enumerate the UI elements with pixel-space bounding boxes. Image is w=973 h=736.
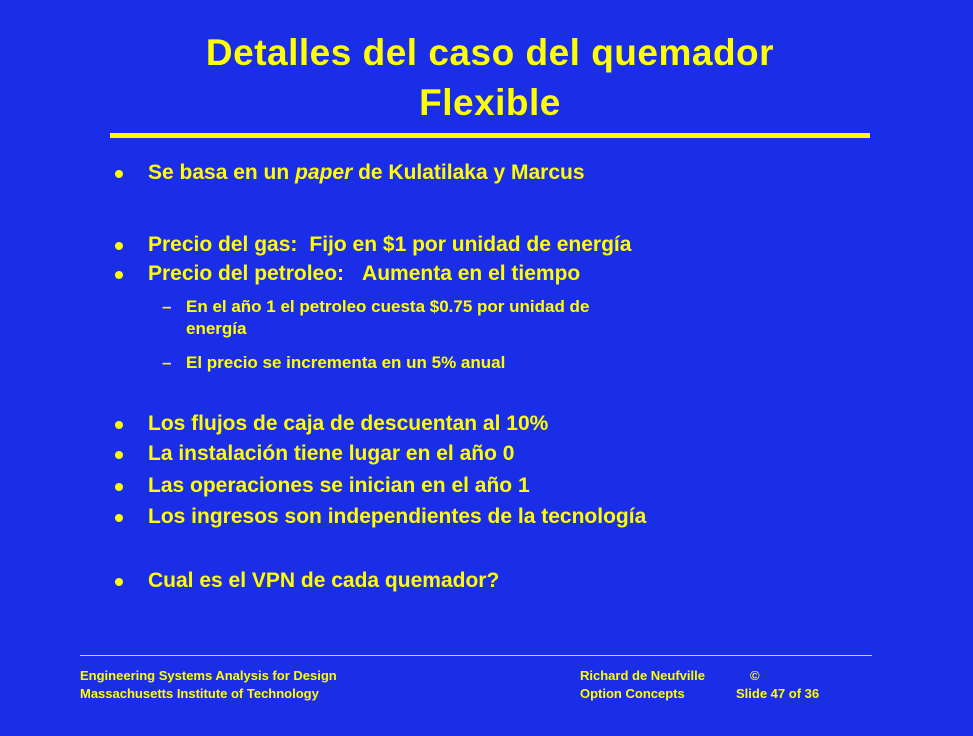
sub-bullet-dash: –	[162, 297, 172, 316]
bullet-text-part: de Kulatilaka y Marcus	[352, 161, 585, 184]
bullet-text: Las operaciones se inician en el año 1	[148, 474, 530, 497]
bullet-value: Fijo en $1 por unidad de energía	[309, 233, 632, 256]
title-line-2: Flexible	[419, 82, 561, 123]
footer-divider	[80, 655, 872, 656]
bullet-dot-icon	[115, 514, 123, 522]
bullet-text: Los ingresos son independientes de la tecnología	[148, 505, 647, 528]
bullet-text: Los flujos de caja de descuentan al 10%	[148, 412, 549, 435]
bullet-dot-icon	[115, 271, 123, 279]
footer-institution: Massachusetts Institute of Technology	[80, 686, 319, 701]
bullet-text-emphasis: paper	[295, 161, 353, 184]
sub-bullet-line: En el año 1 el petroleo cuesta $0.75 por unidad de	[186, 297, 590, 316]
sub-bullet-oil-year1	[162, 296, 802, 340]
sub-bullet-dash: –	[162, 353, 172, 372]
bullet-label: Precio del petroleo:	[148, 262, 345, 285]
bullet-dot-icon	[115, 242, 123, 250]
bullet-text	[148, 160, 585, 186]
slide-title	[110, 28, 870, 128]
sub-bullet-text: El precio se incrementa en un 5% anual	[186, 353, 506, 372]
bullet-dot-icon	[115, 578, 123, 586]
bullet-dot-icon	[115, 483, 123, 491]
footer-course: Engineering Systems Analysis for Design	[80, 668, 337, 683]
footer-topic: Option Concepts	[580, 686, 685, 701]
sub-bullet-text	[186, 296, 786, 340]
bullet-dot-icon	[115, 421, 123, 429]
bullet-text	[148, 232, 631, 258]
title-line-1: Detalles del caso del quemador	[205, 32, 775, 73]
sub-bullet-line: energía	[186, 319, 247, 338]
bullet-value: Aumenta en el tiempo	[362, 262, 581, 285]
bullet-text	[148, 261, 580, 287]
bullet-dot-icon	[115, 170, 123, 178]
footer-author: Richard de Neufville	[580, 668, 705, 683]
bullet-text: La instalación tiene lugar en el año 0	[148, 442, 515, 465]
title-underline	[110, 133, 870, 138]
bullet-text: Cual es el VPN de cada quemador?	[148, 569, 500, 592]
bullet-text-part: Se basa en un	[148, 161, 296, 184]
sub-bullet-oil-growth	[162, 352, 802, 374]
copyright-icon: ©	[750, 668, 760, 683]
bullet-dot-icon	[115, 451, 123, 459]
footer-slide-number: Slide 47 of 36	[736, 686, 820, 701]
bullet-label: Precio del gas:	[148, 233, 298, 256]
